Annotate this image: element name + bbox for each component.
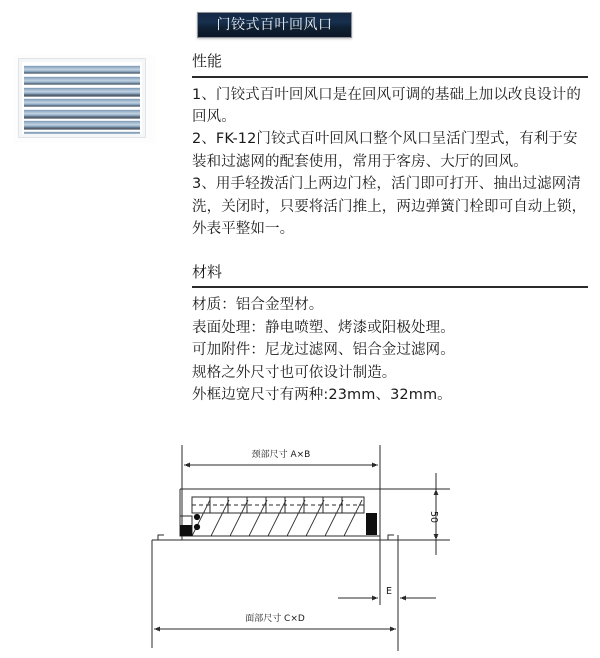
height-dimension-label: 50 — [428, 510, 439, 524]
louver-blade — [230, 500, 248, 536]
drawing-solid-details — [180, 513, 377, 536]
louver-slat-shadow — [24, 117, 140, 119]
louver-slat — [24, 65, 140, 73]
content-column — [192, 52, 588, 407]
louver-grille-illustration — [19, 59, 145, 137]
latch-pin-upper — [194, 514, 200, 520]
performance-item-3: 3、用手轻拨活门上两边门栓，活门即可打开、抽出过滤网清洗，关闭时，只要将活门推上，两边弹簧门栓即可自动上锁，外表平整如一。 — [192, 176, 587, 238]
product-thumbnail[interactable] — [14, 55, 156, 143]
louver-slat — [24, 98, 140, 106]
performance-heading: 性能 — [192, 52, 588, 78]
louver-slat-shadow — [24, 95, 140, 97]
height-arrow-top — [434, 489, 439, 495]
face-frame-cap-left — [158, 535, 164, 540]
louver-slat — [24, 87, 140, 95]
technical-drawing — [150, 443, 470, 655]
height-arrow-bottom — [434, 534, 439, 540]
page-title-bar — [197, 12, 352, 38]
performance-body — [192, 78, 588, 241]
louver-slat — [24, 109, 140, 117]
louver-slat — [24, 120, 140, 128]
face-dimension-label: 面部尺寸 C×D — [245, 614, 305, 624]
edge-dimension-label: E — [385, 586, 393, 597]
performance-item-1: 1、门铰式百叶回风口是在回风可调的基础上加以改良设计的回风。 — [192, 86, 581, 125]
performance-section — [192, 52, 588, 241]
neck-dimension-label: 颈部尺寸 A×B — [251, 450, 311, 460]
neck-arrow-left — [184, 463, 190, 468]
right-end-block — [366, 513, 377, 535]
face-arrow-right — [390, 627, 396, 632]
technical-drawing-svg — [150, 443, 470, 655]
louver-slat — [24, 76, 140, 84]
materials-heading: 材料 — [192, 263, 588, 289]
materials-item-2: 表面处理：静电喷塑、烤漆或阳极处理。 — [192, 319, 455, 336]
louver-slat-shadow — [24, 128, 140, 130]
face-arrow-left — [154, 627, 160, 632]
performance-item-2: 2、FK-12门铰式百叶回风口整个风口呈活门型式，有利于安装和过滤网的配套使用，常用于客房、大厅的回风。 — [192, 131, 578, 170]
e-arrow-left — [372, 596, 378, 601]
latch-pin-lower — [194, 524, 200, 530]
materials-item-1: 材质：铝合金型材。 — [192, 297, 324, 314]
hinge-block-solid — [180, 525, 192, 536]
louver-blade — [287, 500, 305, 536]
materials-body — [192, 288, 588, 406]
face-frame-cap-right — [388, 535, 394, 540]
page-title: 门铰式百叶回风口 — [216, 17, 333, 33]
neck-arrow-right — [372, 463, 378, 468]
louver-slat — [24, 131, 140, 137]
materials-item-5: 外框边宽尺寸有两种:23mm、32mm。 — [192, 387, 452, 404]
materials-item-3: 可加附件：尼龙过滤网、铝合金过滤网。 — [192, 342, 455, 359]
materials-item-4: 规格之外尺寸也可依设计制造。 — [192, 364, 397, 381]
e-arrow-right — [400, 596, 406, 601]
materials-section — [192, 263, 588, 407]
